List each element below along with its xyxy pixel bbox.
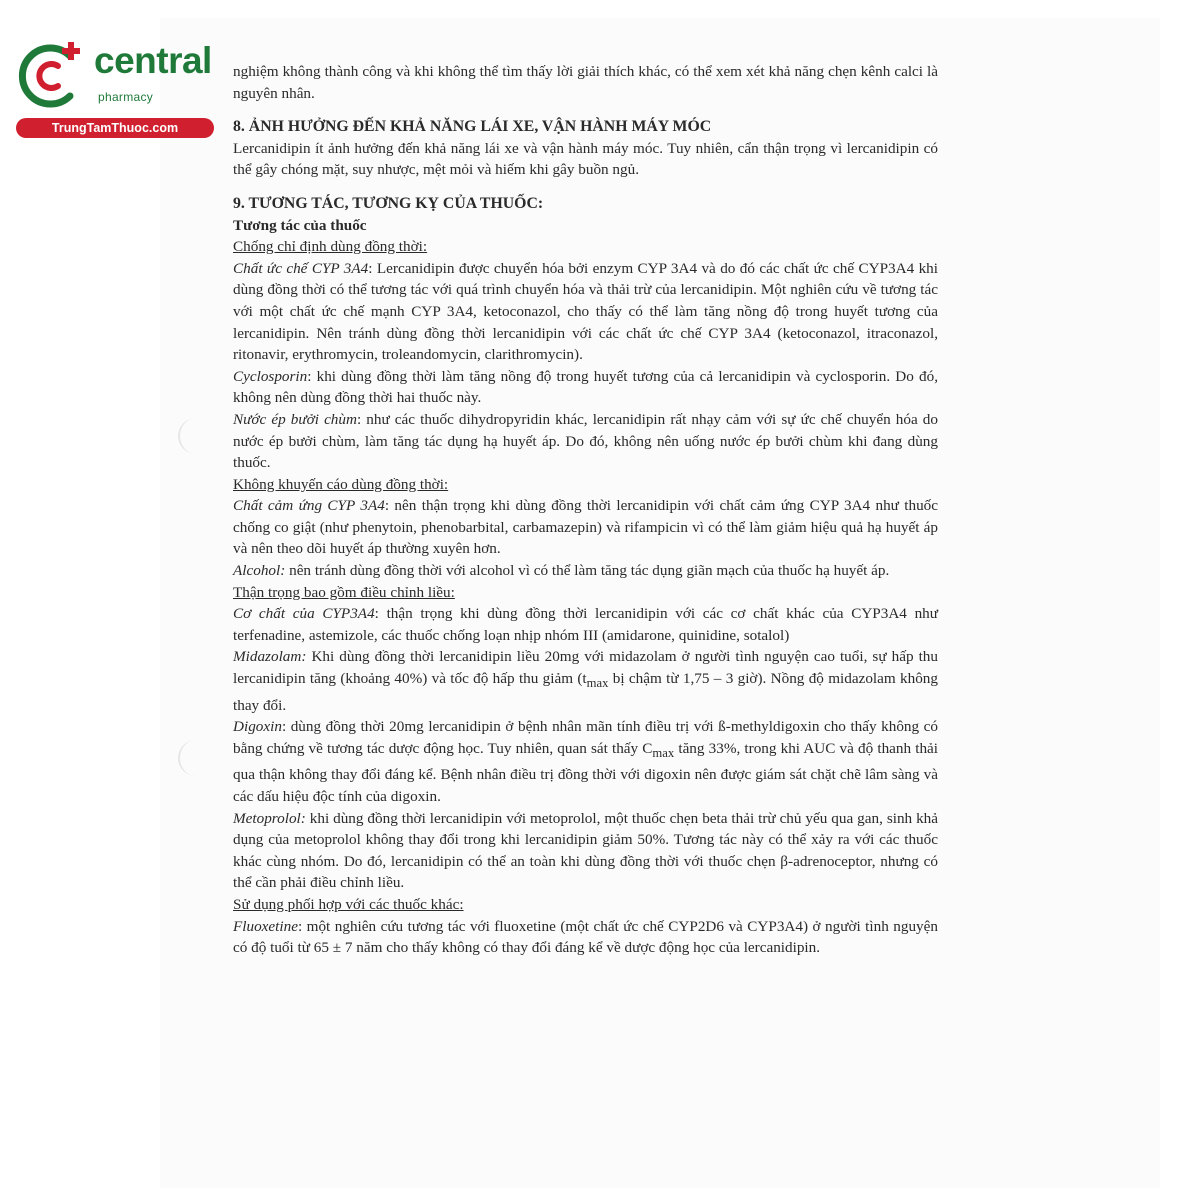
interaction-label: Nước ép bưởi chùm — [233, 410, 357, 428]
interaction-label: Chất cảm ứng CYP 3A4 — [233, 497, 385, 515]
interaction-item: Chất cảm ứng CYP 3A4: nên thận trọng khi dùng đồng thời lercanidipin với chất cảm ứng CYP 3A4 như thuốc chống co giật (như phenytoin, phenobarbital, carbamazepin) và rifampicin vì có thể làm giảm hiệu quả hạ huyết áp và nên theo dõi huyết áp thường xuyên hơn. — [233, 497, 939, 558]
central-pharmacy-logo — [10, 38, 215, 138]
brand-name: central — [94, 40, 212, 81]
interaction-label: Chất ức chế CYP 3A4 — [233, 259, 369, 277]
section-9-heading: 9. TƯƠNG TÁC, TƯƠNG KỴ CỦA THUỐC: — [233, 194, 544, 212]
interaction-label: Fluoxetine — [233, 917, 298, 935]
punch-hole-mark — [178, 418, 208, 454]
pharmacy-c-plus-icon — [10, 38, 90, 116]
section-9-subheading: Tương tác của thuốc — [233, 216, 367, 234]
intro-paragraph: nghiệm không thành công và khi không thể tìm thấy lời giải thích khác, có thể xem xét khả năng chẹn kênh calci là nguyên nhân. — [233, 63, 938, 102]
interaction-item: Fluoxetine: một nghiên cứu tương tác với fluoxetine (một chất ức chế CYP2D6 và CYP3A4) ở người tình nguyện có độ tuổi từ 65 ± 7 năm cho thấy không có thay đổi đáng kể về dược động học của lercanidipin. — [233, 917, 938, 957]
section-8-body: Lercanidipin ít ảnh hưởng đến khả năng lái xe và vận hành máy móc. Tuy nhiên, cẩn thận trọng vì lercanidipin có thể gây chóng mặt, suy nhược, mệt mỏi và hiếm khi gây buồn ngủ. — [233, 139, 938, 179]
interaction-label: Cơ chất của CYP3A4 — [233, 605, 375, 623]
brand-tagline: pharmacy — [98, 90, 154, 104]
section-8-heading: 8. ẢNH HƯỞNG ĐẾN KHẢ NĂNG LÁI XE, VẬN HÀNH MÁY MÓC — [233, 118, 712, 136]
interaction-label: Cyclosporin — [233, 367, 308, 385]
interaction-item: Digoxin: dùng đồng thời 20mg lercanidipin ở bệnh nhân mãn tính điều trị với ß-methyldigoxin cho thấy không có bằng chứng về tương tác dược động học. Tuy nhiên, quan sát thấy $C_{max}$ tăng 33%, trong khi AUC và độ thanh thải qua thận không thay đổi đáng kể. Bệnh nhân điều trị đồng thời với digoxin nên được giám sát chặt chẽ lâm sàng và các dấu hiệu độc tính của digoxin. — [233, 718, 939, 806]
punch-hole-mark — [178, 740, 208, 776]
leaflet-text — [233, 61, 938, 959]
interaction-item: Chất ức chế CYP 3A4: Lercanidipin được chuyển hóa bởi enzym CYP 3A4 và do đó các chất ức chế CYP3A4 khi dùng đồng thời có thể tương tác với quá trình chuyển hóa và thải trừ của lercanidipin. Một nghiên cứu về tương tác với một chất ức chế mạnh CYP 3A4, ketoconazol, cho thấy có thể làm tăng nồng độ trong huyết tương của lercanidipin. Nên tránh dùng đồng thời lercanidipin với các chất ức chế CYP 3A4 (ketoconazol, itraconazol, ritonavir, erythromycin, troleandomycin, clarithromycin). — [233, 259, 938, 364]
group-title: Không khuyến cáo dùng đồng thời: — [233, 475, 449, 493]
interaction-item: Metoprolol: khi dùng đồng thời lercanidipin với metoprolol, một thuốc chẹn beta thải trừ chủ yếu qua gan, sinh khả dụng của metoprolol không thay đổi trong khi lercanidipin giảm 50%. Tương tác này có thể xảy ra với các thuốc khác cùng nhóm. Do đó, lercanidipin có thể an toàn khi dùng đồng thời với thuốc chẹn β-adrenoceptor, nhưng có thể cần phải điều chỉnh liều. — [233, 809, 938, 892]
interaction-label: Digoxin — [233, 718, 282, 736]
interaction-label: Alcohol: — [233, 562, 286, 580]
interaction-item: Alcohol: nên tránh dùng đồng thời với alcohol vì có thể làm tăng tác dụng giãn mạch của thuốc hạ huyết áp. — [233, 562, 890, 580]
brand-website-badge: TrungTamThuoc.com — [16, 118, 214, 138]
interaction-label: Midazolam: — [233, 648, 307, 666]
interaction-item: Nước ép bưởi chùm: như các thuốc dihydropyridin khác, lercanidipin rất nhạy cảm với sự ức chế chuyển hóa do nước ép bưởi chùm, làm tăng tác dụng hạ huyết áp. Do đó, không nên uống nước ép bưởi chùm khi đang dùng thuốc. — [233, 410, 938, 472]
interaction-item: Cơ chất của CYP3A4: thận trọng khi dùng đồng thời lercanidipin với các cơ chất khác của CYP3A4 như terfenadine, astemizole, các thuốc chống loạn nhịp nhóm III (amidarone, quinidine, sotalol) — [233, 605, 938, 644]
interaction-label: Metoprolol: — [233, 809, 306, 827]
group-title: Thận trọng bao gồm điều chỉnh liều: — [233, 583, 455, 601]
interaction-item: Midazolam: Khi dùng đồng thời lercanidipin liều 20mg với midazolam ở người tình nguyện cao tuổi, sự hấp thu lercanidipin tăng (khoảng 40%) và tốc độ hấp thu giảm ($t_{max}$ bị chậm từ 1,75 – 3 giờ). Nồng độ midazolam không thay đổi. — [233, 648, 938, 714]
group-title: Sử dụng phối hợp với các thuốc khác: — [233, 896, 464, 914]
interaction-item: Cyclosporin: khi dùng đồng thời làm tăng nồng độ trong huyết tương của cả lercanidipin và cyclosporin. Do đó, không nên dùng đồng thời hai thuốc này. — [233, 367, 938, 407]
group-title: Chống chỉ định dùng đồng thời: — [233, 238, 428, 256]
